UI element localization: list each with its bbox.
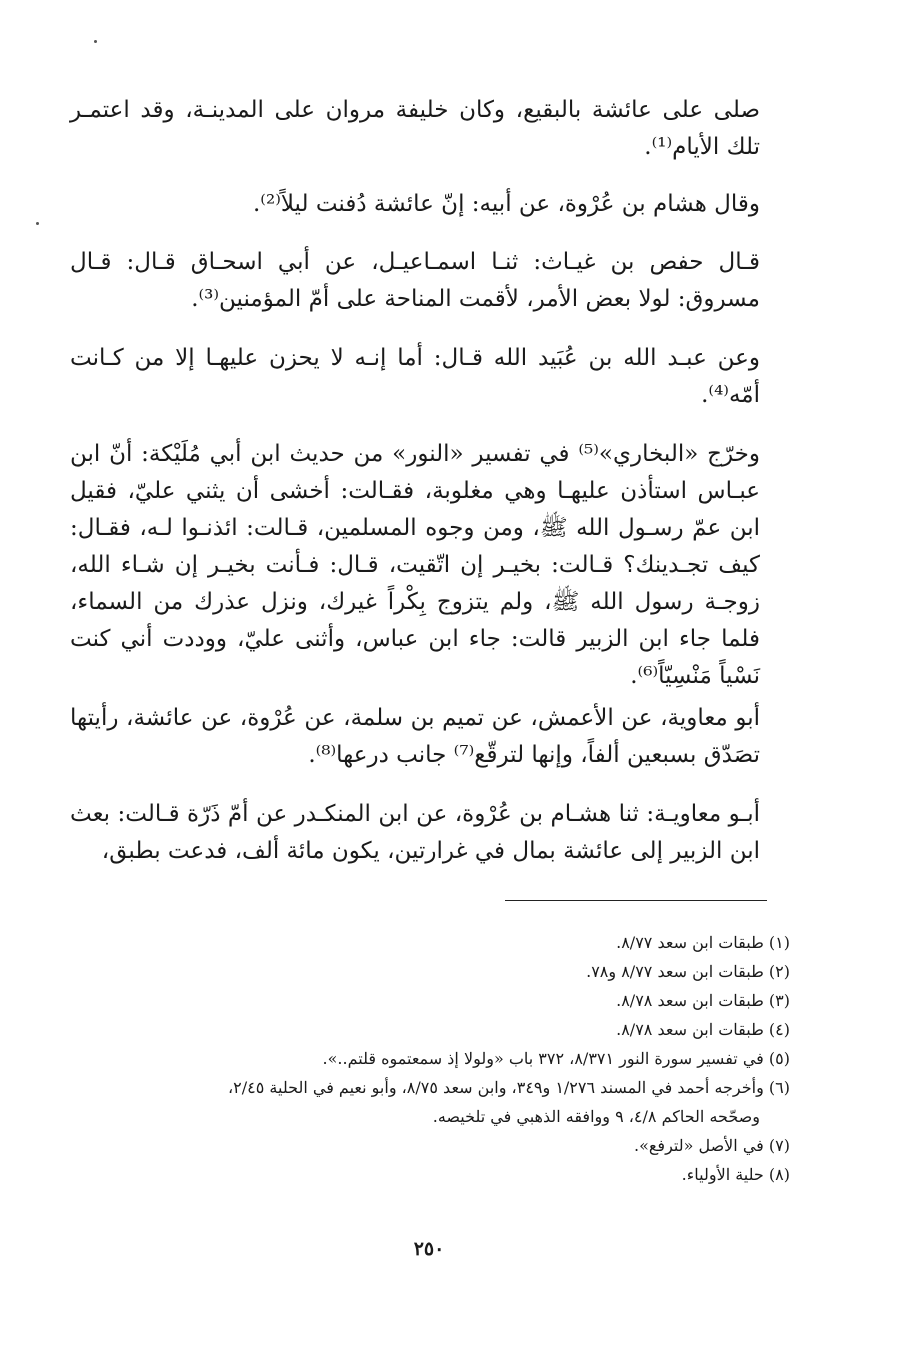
footnote-1: (١) طبقات ابن سعد ٨/٧٧. — [616, 933, 790, 952]
scan-speck — [36, 222, 39, 225]
paragraph-3 — [70, 244, 760, 318]
footnote-2: (٢) طبقات ابن سعد ٨/٧٧ و٧٨. — [586, 962, 790, 981]
paragraph-text: أبـو معاويـة: ثنا هشـام بن عُرْوة، عن ابن المنكـدر عن أمّ ذَرّة قـالت: بعث ابن الزبير إلى عائشة بمال في غرارتين، يكون مائة ألف، فدعت بطبق، — [70, 801, 760, 864]
paragraph-4 — [70, 340, 760, 414]
paragraph-6 — [70, 700, 760, 774]
paragraph-1 — [70, 92, 760, 166]
footnotes — [70, 928, 790, 1189]
paragraph-text: صلى على عائشة بالبقيع، وكان خليفة مروان على المدينـة، وقد اعتمـر تلك الأيام⁽¹⁾. — [70, 97, 760, 160]
footnote-4: (٤) طبقات ابن سعد ٨/٧٨. — [616, 1020, 790, 1039]
paragraph-text: قـال حفص بن غيـاث: ثنـا اسمـاعيـل، عن أبي اسحـاق قـال: قـال مسروق: لولا بعض الأمر، لأقمت المناحة على أمّ المؤمنين⁽³⁾. — [70, 249, 760, 312]
scan-speck — [94, 40, 97, 43]
footnote-6: (٦) وأخرجه أحمد في المسند ١/٢٧٦ و٣٤٩، وابن سعد ٨/٧٥، وأبو نعيم في الحلية ٢/٤٥، — [227, 1078, 790, 1097]
paragraph-text: وخرّج «البخاري»⁽⁵⁾ في تفسير «النور» من حديث ابن أبي مُلَيْكة: أنّ ابن عبـاس استأذن عليهـا وهي مغلوبة، فقـالت: أخشى أن يثني عليّ، فقيل ابن عمّ رسـول الله ﷺ، ومن وجوه المسلمين، قـالت: ائذنـوا لـه، فقـال: كيف تجـدينك؟ قـالت: بخيـر إن اتّقيت، قـال: فـأنت بخيـر إن شـاء الله، زوجـة رسول الله ﷺ، ولم يتزوج بِكْراً غيرك، ونزل عذرك من السماء، فلما جاء ابن الزبير قالت: جاء ابن عباس، وأثنى عليّ، ووددت أني كنت نَسْياً مَنْسِيّاً⁽⁶⁾. — [70, 441, 760, 689]
footnote-3: (٣) طبقات ابن سعد ٨/٧٨. — [616, 991, 790, 1010]
footnote-5: (٥) في تفسير سورة النور ٨/٣٧١، ٣٧٢ باب «ولولا إذ سمعتموه قلتم..». — [322, 1049, 790, 1068]
footnote-separator — [505, 900, 767, 901]
paragraph-2 — [70, 186, 760, 223]
paragraph-5 — [70, 436, 760, 695]
paragraph-text: وعن عبـد الله بن عُبَيد الله قـال: أما إنـه لا يحزن عليهـا إلا من كـانت أمّه⁽⁴⁾. — [70, 345, 760, 408]
page-number: ٢٥٠ — [413, 1238, 445, 1260]
paragraph-text: أبو معاوية، عن الأعمش، عن تميم بن سلمة، عن عُرْوة، عن عائشة، رأيتها تصَدّق بسبعين ألفاً، وإنها لترقّع⁽⁷⁾ جانب درعها⁽⁸⁾. — [70, 705, 760, 768]
paragraph-text: وقال هشام بن عُرْوة، عن أبيه: إنّ عائشة دُفنت ليلاً⁽²⁾. — [252, 191, 760, 217]
footnote-8: (٨) حلية الأولياء. — [681, 1165, 790, 1184]
paragraph-7 — [70, 796, 760, 870]
footnote-6-continuation: وصحّحه الحاكم ٤/٨، ٩ ووافقه الذهبي في تلخيصه. — [432, 1107, 760, 1126]
footnote-7: (٧) في الأصل «لترفع». — [634, 1136, 790, 1155]
